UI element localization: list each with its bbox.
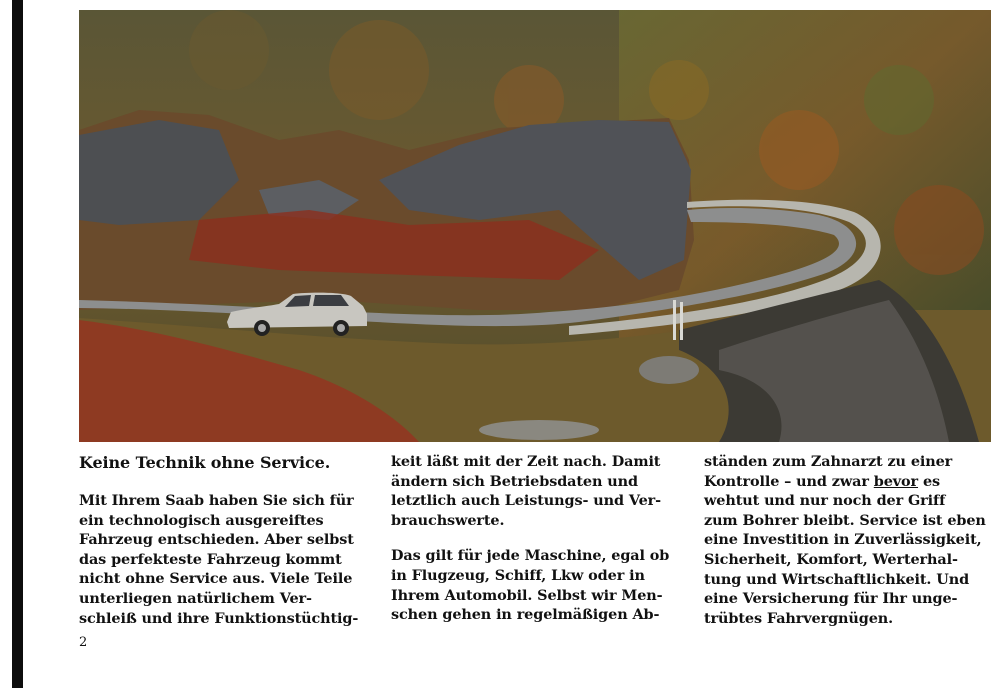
- text-line: tung und Wirtschaftlichkeit. Und: [704, 570, 970, 588]
- page-number: 2: [79, 635, 88, 650]
- page-binding-edge: [12, 0, 23, 688]
- text-line: wehtut und nur noch der Griff: [704, 492, 946, 510]
- text-fragment: Kontrolle – und zwar: [704, 472, 874, 490]
- paragraph-machines: [391, 546, 687, 624]
- text-line: zum Bohrer bleibt. Service ist eben: [704, 511, 986, 529]
- text-line: eine Investition in Zuverlässigkeit,: [704, 531, 982, 549]
- text-line: Mit Ihrem Saab haben Sie sich für: [79, 492, 354, 509]
- text-line: letztlich auch Leistungs- und Ver-: [391, 492, 661, 510]
- text-line: Ihrem Automobil. Selbst wir Men-: [391, 586, 663, 604]
- paragraph-continuation: [391, 452, 687, 530]
- text-line: nicht ohne Service aus. Viele Teile: [79, 570, 353, 588]
- text-fragment: es: [918, 472, 940, 490]
- text-line: schleiß und ihre Funktionstüchtig-: [79, 609, 359, 627]
- article-heading: Keine Technik ohne Service.: [79, 453, 331, 472]
- text-column-1: [79, 452, 375, 628]
- text-line: Sicherheit, Komfort, Werterhal-: [704, 550, 958, 568]
- paragraph-conclusion: [704, 452, 1000, 628]
- text-line: brauchswerte.: [391, 511, 505, 529]
- landscape-photo: [79, 10, 991, 442]
- text-line: ändern sich Betriebsdaten und: [391, 472, 638, 490]
- text-line: in Flugzeug, Schiff, Lkw oder in: [391, 566, 645, 584]
- text-line: das perfekteste Fahrzeug kommt: [79, 550, 342, 568]
- underlined-word: bevor: [873, 472, 919, 490]
- text-line: Fahrzeug entschieden. Aber selbst: [79, 531, 354, 549]
- text-line: Das gilt für jede Maschine, egal ob: [391, 547, 670, 565]
- text-line-with-emphasis: [704, 472, 1000, 492]
- paragraph-intro: [79, 491, 375, 628]
- text-line: ein technologisch ausgereiftes: [79, 511, 324, 529]
- text-line: ständen zum Zahnarzt zu einer: [704, 453, 953, 470]
- text-column-2: [391, 452, 687, 625]
- text-line: trübtes Fahrvergnügen.: [704, 609, 894, 627]
- text-line: schen gehen in regelmäßigen Ab-: [391, 606, 660, 624]
- text-column-3: [704, 452, 1000, 628]
- text-line: eine Versicherung für Ihr unge-: [704, 590, 958, 608]
- mountain-road-illustration: [79, 10, 991, 442]
- text-line: unterliegen natürlichem Ver-: [79, 589, 312, 607]
- text-line: keit läßt mit der Zeit nach. Damit: [391, 453, 661, 470]
